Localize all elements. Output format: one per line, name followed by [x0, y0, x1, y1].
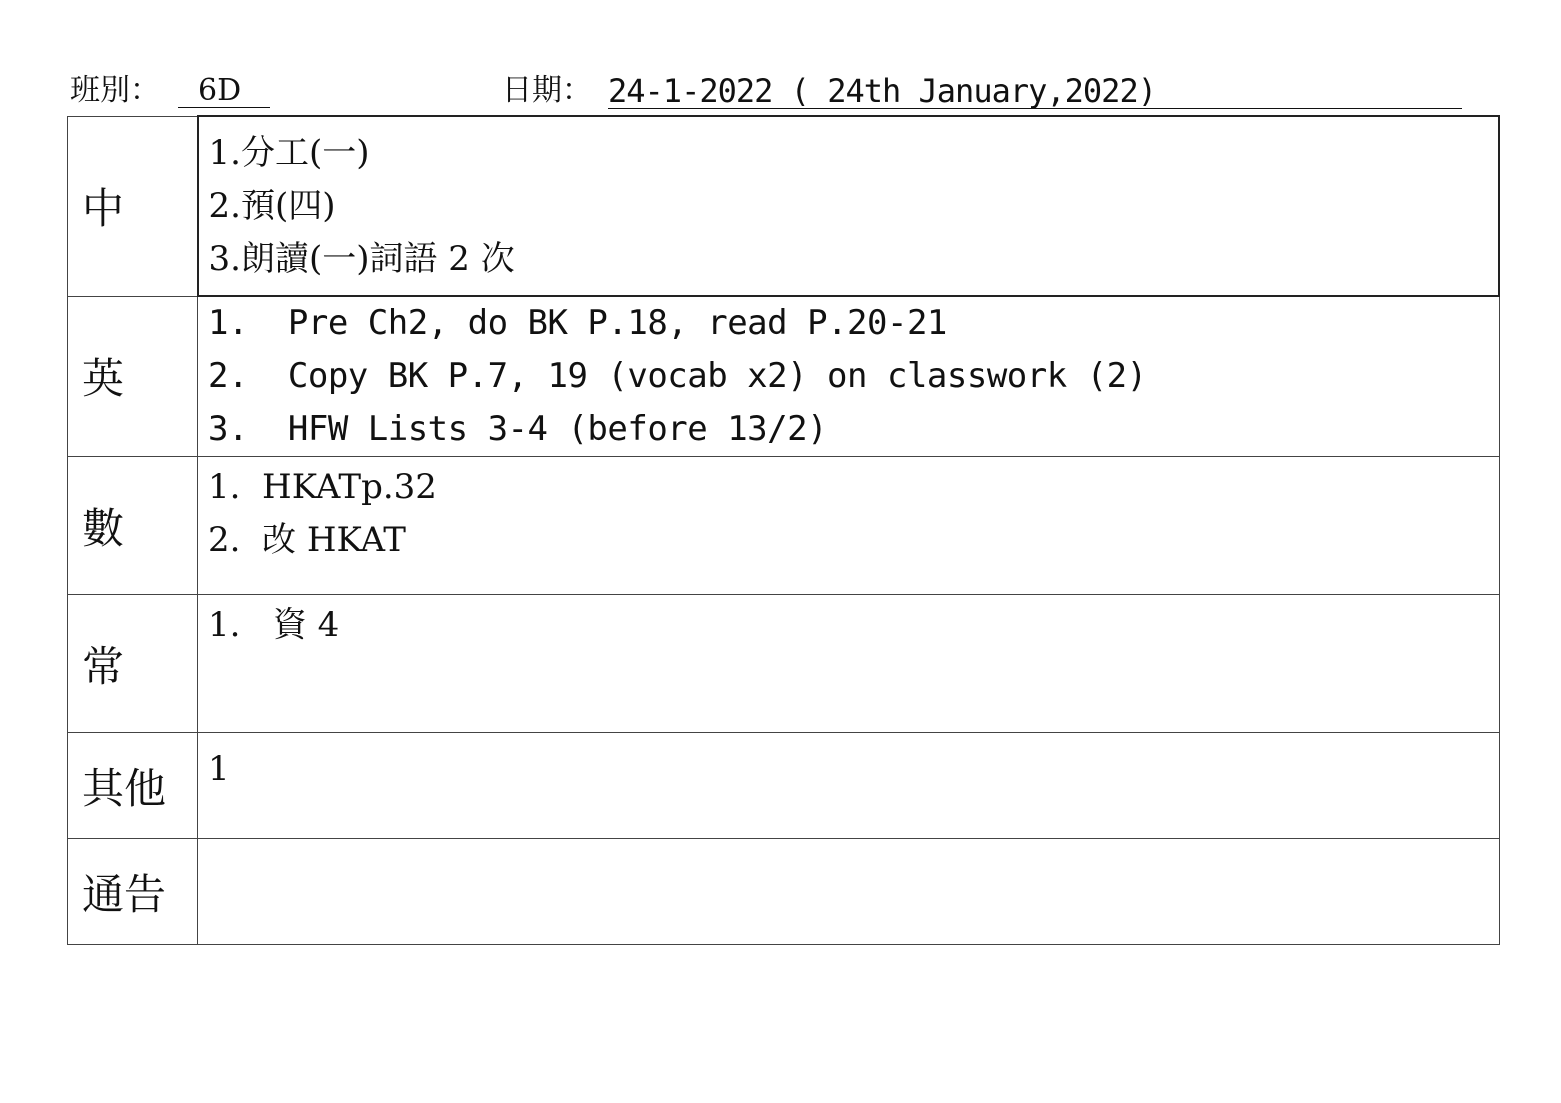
homework-item: 3.朗讀(一)詞語 2 次 [208, 239, 515, 279]
worksheet-header [70, 70, 1470, 112]
homework-cell [198, 457, 1500, 595]
homework-cell [198, 733, 1500, 839]
subject-cell: 英 [68, 296, 198, 457]
table-row-chinese [68, 116, 1500, 296]
homework-item: 2. 改 HKAT [208, 520, 406, 560]
subject-cell: 數 [68, 457, 198, 595]
homework-item: 1. 資 4 [208, 605, 340, 645]
homework-cell [198, 595, 1500, 733]
homework-item: 1. HKATp.32 [208, 467, 437, 507]
table-row-english [68, 296, 1500, 457]
homework-item: 1. Pre Ch2, do BK P.18, read P.20-21 [208, 303, 947, 343]
table-row-others [68, 733, 1500, 839]
date-label: 日期： [502, 73, 592, 108]
homework-cell [198, 296, 1500, 457]
homework-table [67, 115, 1500, 945]
subject-cell: 通告 [68, 839, 198, 945]
table-row-general-studies [68, 595, 1500, 733]
subject-cell: 中 [68, 116, 198, 296]
subject-cell: 常 [68, 595, 198, 733]
class-label: 班別： [70, 73, 160, 108]
class-value: 6D [178, 70, 270, 108]
homework-item: 3. HFW Lists 3-4 (before 13/2) [208, 409, 828, 449]
table-row-notices [68, 839, 1500, 945]
subject-cell: 其他 [68, 733, 198, 839]
homework-cell [198, 839, 1500, 945]
homework-item: 2.預(四) [208, 186, 336, 226]
homework-item: 1 [208, 749, 230, 789]
date-value: 24-1-2022 ( 24th January,2022) [608, 70, 1462, 109]
homework-item: 2. Copy BK P.7, 19 (vocab x2) on classwork (2) [208, 356, 1147, 396]
homework-cell [198, 116, 1500, 296]
table-row-math [68, 457, 1500, 595]
homework-item: 1.分工(一) [208, 133, 370, 173]
